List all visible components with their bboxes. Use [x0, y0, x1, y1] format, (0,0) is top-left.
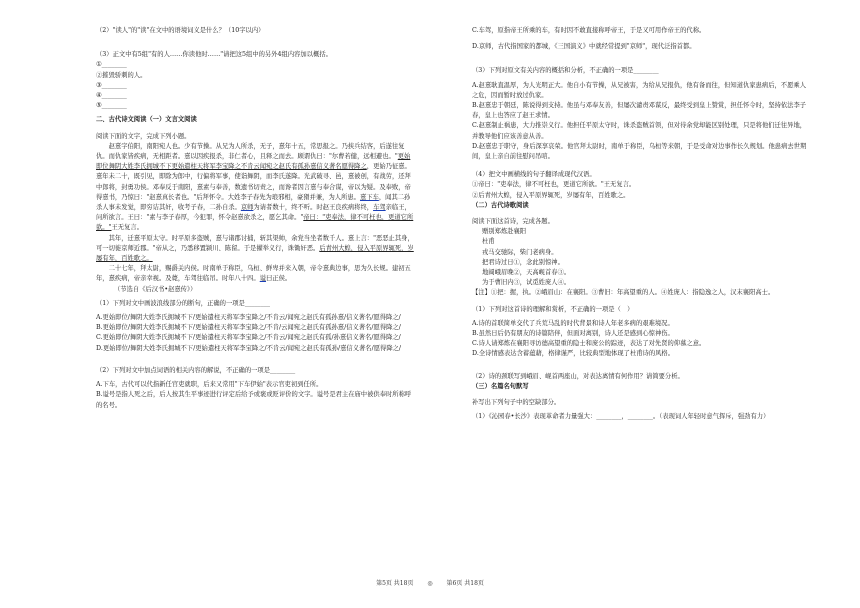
pq1-option-d: D.全诗情感表达含蓄蕴藉，格律谨严，比较典型地体现了杜甫诗的风格。 — [472, 350, 675, 358]
passage-source: （节选自《后汉书•赵憙传》） — [114, 285, 197, 293]
pq1-option-b: B.虽然日后仍有朋友的诗篇陪伴，但面对离别，诗人还是感到心惊神伤。 — [472, 330, 674, 338]
q2b-option-b: B.谥号是指人死之后，后人按其生平事迹进行评定后给予或褒或贬评价的文字。谥号是君主在庙中被供奉时所称呼的名号。 — [96, 391, 412, 409]
q1-option-d: D.更始即位/舞阴大姓李氏拥城不下/更始遣柱天将军李宝降之/不肯云/闻宛之赵氏有孤孙/憙信义著名/愿得降之/ — [96, 344, 402, 352]
question-4: （4）把文中画横线的句子翻译成现代汉语。 — [472, 171, 596, 179]
q3-item: ①________ — [96, 61, 127, 69]
q3-item: ④________ — [96, 92, 127, 100]
section-title-mingju: （三）名篇名句默写 — [472, 382, 529, 390]
divider-icon: ◎ — [427, 580, 433, 587]
poem-line: 戎马交驰际，柴门老病身。 — [482, 248, 558, 256]
poem-line: 把君诗过日①，念此别惊神。 — [482, 258, 564, 266]
passage-para: 二十七年，拜太尉，赐爵关内侯。时南单于称臣，乌桓、鲜卑并来入朝，帝令憙典边事，思为久长规。建初五年，憙疾病，帝亲幸视。及薨，车驾往临吊。时年八十四。谥曰正侯。 — [96, 265, 411, 283]
passage-para: 其年，迁憙平原太守。时平原多盗贼，憙与诸郡讨捕，斩其渠帅，余党当坐者数千人。憙上言："恶恶止其身，可一切徙京师近郡。"帝从之，乃悉移置颍川、陈留。于是擢举义行，诛锄奸恶。后青州大蝗，侵入平原界辄死，岁屡有年，百姓歌之。 — [96, 234, 414, 263]
q3-option-d: D.赵憙忠于职守，身后深享哀荣。他官拜太尉时，南单于称臣，乌桓等来朝，于是受命对边事作长久规划。他患病去世期间，皇上亲自前往慰问吊唁。 — [472, 142, 807, 161]
mingju-intro: 补写出下列句子中的空缺部分。 — [472, 399, 561, 407]
poem-intro: 阅读下面这首诗，完成各题。 — [472, 218, 554, 226]
q4-item: ①帝曰："吏奉法，律不可枉也，更道它所欲。"王无复言。 — [472, 181, 636, 189]
passage-intro: 阅读下面的文字，完成下列小题。 — [96, 132, 191, 140]
page-footer — [0, 578, 860, 587]
dotted-word: 谥 — [259, 275, 267, 283]
question-1: （1）下列对文中画波浪线部分的断句，正确的一项是________ — [96, 299, 271, 307]
question-3-right: （3）下列对原文有关内容的概括和分析，不正确的一项是________ — [472, 67, 659, 75]
q1-option-c: C.更始即位/舞阴大姓李氏拥城不下/更始遣柱天将军李宝降之/不肯云/闻宛之赵氏有孤/孙憙信义著名/愿得降之/ — [96, 334, 401, 342]
left-column — [96, 26, 416, 411]
poem-question-2: （2）诗的颈联写到峨眉、岘首两座山，对表达离情有何作用？请简要分析。 — [472, 372, 684, 380]
wavy-underlined-text: 更始即位舞阴大姓李氏拥城不下更始遣柱天将军李宝降之不肯云闻宛之赵氏有孤孙憙信义著名愿得降之 — [96, 153, 411, 171]
question-3: （3）正文中有5组"有的人……你读他时……"请把这5组中的另外4组内容加以概括。 — [96, 51, 332, 59]
dotted-word: 憙下车 — [359, 193, 379, 201]
poem-title: 赠别郑炼赴襄阳 — [482, 228, 527, 236]
poem-line: 为于曹旧内③，试觅姓庞人④。 — [482, 279, 571, 287]
pq1-option-c: C.诗人请郑炼在襄阳寻访德高望重的隐士和庞公的踪迹，表达了对先贤的仰慕之意。 — [472, 340, 706, 348]
q2b-option-d: D.京师，古代指国家的都城，《三国演义》中就经常提到"京师"，现代泛指首都。 — [472, 43, 696, 51]
right-page-number: 第6页 共18页 — [446, 580, 484, 587]
q3-option-c: C.赵憙制止祸患，大力推崇义行。他担任平原太守时，诛杀盗贼首领，但对待余党却能区别处理，只是将他们迁往异地，并教导他们应该善意从善。 — [472, 122, 807, 140]
section-title-poem: （二）古代诗歌阅读 — [472, 201, 529, 209]
poem-note: 【注】①把：握，执。②峨眉山：在襄阳。③曹旧：年高望重的人。④姓庞人：指隐逸之人，汉末襄阳高士。 — [472, 289, 775, 297]
q4-item: ②后青州大蝗，侵入平原界辄死，岁屡有年，百姓歌之。 — [472, 191, 630, 199]
dotted-word: 京师 — [240, 204, 254, 212]
q2b-option-c: C.车驾，原指帝王所乘的车，有时因不敢直接称呼帝王，于是又可用作帝王的代称。 — [472, 27, 706, 34]
q2b-option-a: A.下车，古代可以代指新任官吏就职，后来又常用"下车伊始"表示官吏初到任所。 — [96, 381, 323, 389]
section-title-classical: 二、古代诗文阅读（一）文言文阅读 — [96, 116, 197, 124]
q3-item: ③________ — [96, 81, 127, 89]
q3-item: ②摧毁骄刺的人。 — [96, 71, 147, 79]
q1-option-a: A.更始即位/舞阴大姓李氏拥城不下/更始遣柱天将军李宝降之/不肯云/闻宛之赵氏有孤孙憙/信义著名/愿得降之/ — [96, 314, 401, 322]
poem-question-1: （1）下列对这首诗的理解和赏析，不正确的一项是（ ） — [472, 305, 634, 313]
dotted-word: 车驾 — [373, 204, 386, 212]
mingju-question-1: （1）《沁园春•长沙》表现革命者力量强大：________，________。（表现词人年轻时意气挥斥，强劲有力） — [472, 413, 770, 421]
pq1-option-a: A.诗的首联简单交代了兵荒马乱的时代背景和诗人年老多病的艰难境况。 — [472, 319, 674, 327]
question-2b: （2）下列对文中加点词语的相关内容的解说，不正确的一项是________ — [96, 366, 296, 374]
q3-item: ⑤________ — [96, 102, 127, 110]
poem-line: 地阔峨眉晚②，天高岘首春③。 — [482, 269, 571, 277]
q3-option-a: A.赵憙耿直温厚，为人光明正大。他自小有节操，从兄被害，为给从兄报仇，他有备而往，但知道仇家患病后，不愿乘人之危，因而暂时放过仇家。 — [472, 81, 806, 99]
underlined-sentence: 后青州大蝗，侵入平原界辄死，岁屡有年，百姓歌之。 — [96, 244, 414, 263]
question-2: （2）"读人"的"读"在文中的语境词义是什么？（10字以内） — [96, 27, 265, 34]
q1-option-b: B.更始即位/舞阴大姓李氏拥城不下/更始遣柱天将军李宝降之/不肯/云闻宛之赵氏有孤孙憙/信义著名/愿得降之/ — [96, 324, 401, 332]
poem-author: 杜甫 — [482, 238, 495, 246]
passage-para: 赵憙字伯阳，南阳宛人也。少有节操。从兄为人所杀，无子，憙年十五，常思报之。乃挟兵结客，后遂往复仇。而仇家皆疾病，无相距者。憙以因疾报杀，非仁者心，且释之而去。顾谓仇曰："尔曹若健，远相避也。"更始即位舞阴大姓李氏拥城不下更始遣柱天将军李宝降之不肯云闻宛之赵氏有孤孙憙信义著名愿得降之，更始乃征憙。憙年未二十，既引见，即除为郎中，行偏将军事，使诣舞阴，而李氏遂降。光武破寻、邑，憙被创，有战劳，还拜中郎将，封勇功侯。邓奉反于南阳，憙素与奉善，数遗书切责之，而谗者因言憙与奉合谋，帝以为疑。及奉败，帝得憙书，乃惊曰："赵憙真长者也。"后拜怀令。大姓李子春先为琅邪相，豪猾并兼，为人所患。憙下车，闻其二孙杀人事未发觉，即穷诘其奸，收考子春，二孙自杀。京师为请者数十，终不听。时赵王良疾病将终，车驾亲临王，问所欲言。王曰："素与李子春厚，今犯罪，怀令赵憙欲杀之，愿乞其命。"帝曰："吏奉法，律不可枉也，更道它所欲。"王无复言。 — [96, 142, 414, 232]
left-page-number: 第5页 共18页 — [376, 580, 414, 587]
right-page — [430, 0, 860, 608]
right-column — [472, 26, 812, 423]
underlined-sentence: 帝曰："吏奉法，律不可枉也，更道它所欲。" — [96, 214, 414, 232]
q3-option-b: B.赵憙忠于朝廷，陈说得到支持。他虽与邓奉友善，但屡次谴责邓谋反，最终受到皇上赞赏，担任怀令时，坚持依法李子春，皇上也答应了赵王求情。 — [472, 102, 807, 120]
